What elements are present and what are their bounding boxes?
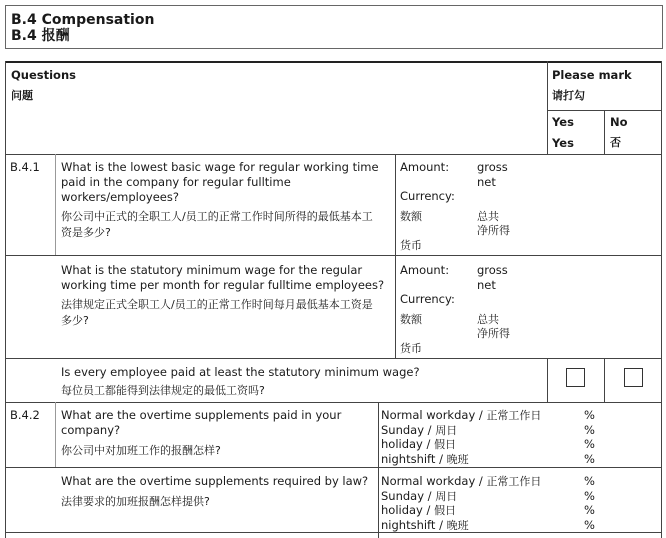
percent-unit: % <box>584 518 595 532</box>
gross-label: gross <box>477 160 508 174</box>
no-checkbox[interactable] <box>624 368 643 387</box>
currency-label: Currency: <box>400 292 455 306</box>
question-overtime-paid-en-1: What are the overtime supplements paid in your <box>61 408 342 422</box>
questions-header-cn: 问题 <box>11 89 33 102</box>
please-mark-header: Please mark <box>552 68 632 82</box>
yes-checkbox[interactable] <box>566 368 585 387</box>
question-overtime-law-cn: 法律要求的加班报酬怎样提供? <box>61 495 210 508</box>
nightshift-label: nightshift / 晚班 <box>381 518 469 532</box>
percent-unit: % <box>584 437 595 451</box>
percent-unit: % <box>584 408 595 422</box>
no-header-cn: 否 <box>610 136 621 149</box>
question-b41-en-3: workers/employees? <box>61 190 179 204</box>
net-label-cn: 净所得 <box>477 327 510 340</box>
percent-unit: % <box>584 474 595 488</box>
currency-label-cn: 货币 <box>400 239 422 252</box>
question-number: B.4.2 <box>10 408 40 422</box>
net-label: net <box>477 278 496 292</box>
question-min-wage-en-2: working time per month for regular fulltime employees? <box>61 278 385 292</box>
holiday-label: holiday / 假日 <box>381 437 457 451</box>
percent-unit: % <box>584 489 595 503</box>
amount-label: Amount: <box>400 160 450 174</box>
question-number: B.4.1 <box>10 160 40 174</box>
question-overtime-paid-cn: 你公司中对加班工作的报酬怎样? <box>61 444 221 457</box>
yes-header: Yes <box>552 115 574 129</box>
section-title-en: B.4 Compensation <box>11 12 155 28</box>
question-paid-min-wage-en: Is every employee paid at least the statutory minimum wage? <box>61 365 420 379</box>
percent-unit: % <box>584 452 595 466</box>
gross-label-cn: 总共 <box>477 313 499 326</box>
question-min-wage-cn-2: 多少? <box>61 314 89 327</box>
nightshift-label: nightshift / 晚班 <box>381 452 469 466</box>
workday-label: Normal workday / 正常工作日 <box>381 408 542 422</box>
question-b41-cn-1: 你公司中正式的全职工人/员工的正常工作时间所得的最低基本工 <box>61 210 373 223</box>
gross-label: gross <box>477 263 508 277</box>
amount-label-cn: 数额 <box>400 313 422 326</box>
yes-header-2: Yes <box>552 136 574 150</box>
workday-label: Normal workday / 正常工作日 <box>381 474 542 488</box>
percent-unit: % <box>584 503 595 517</box>
question-b41-en-1: What is the lowest basic wage for regular working time <box>61 160 379 174</box>
amount-label: Amount: <box>400 263 450 277</box>
section-title-cn: B.4 报酬 <box>11 28 70 44</box>
question-overtime-paid-en-2: company? <box>61 423 121 437</box>
currency-label: Currency: <box>400 189 455 203</box>
sunday-label: Sunday / 周日 <box>381 489 458 503</box>
holiday-label: holiday / 假日 <box>381 503 457 517</box>
questions-header: Questions <box>11 68 76 82</box>
question-b41-cn-2: 资是多少? <box>61 226 111 239</box>
percent-unit: % <box>584 423 595 437</box>
net-label-cn: 净所得 <box>477 224 510 237</box>
question-paid-min-wage-cn: 每位员工都能得到法律规定的最低工资吗? <box>61 384 265 397</box>
gross-label-cn: 总共 <box>477 210 499 223</box>
please-mark-header-cn: 请打勾 <box>552 89 585 102</box>
question-b41-en-2: paid in the company for regular fulltime <box>61 175 291 189</box>
sunday-label: Sunday / 周日 <box>381 423 458 437</box>
currency-label-cn: 货币 <box>400 342 422 355</box>
question-min-wage-en-1: What is the statutory minimum wage for the regular <box>61 263 363 277</box>
question-min-wage-cn-1: 法律规定正式全职工人/员工的正常工作时间每月最低基本工资是 <box>61 298 373 311</box>
no-header: No <box>610 115 628 129</box>
section-title-box <box>5 5 663 49</box>
amount-label-cn: 数额 <box>400 210 422 223</box>
question-overtime-law-en: What are the overtime supplements required by law? <box>61 474 369 488</box>
net-label: net <box>477 175 496 189</box>
